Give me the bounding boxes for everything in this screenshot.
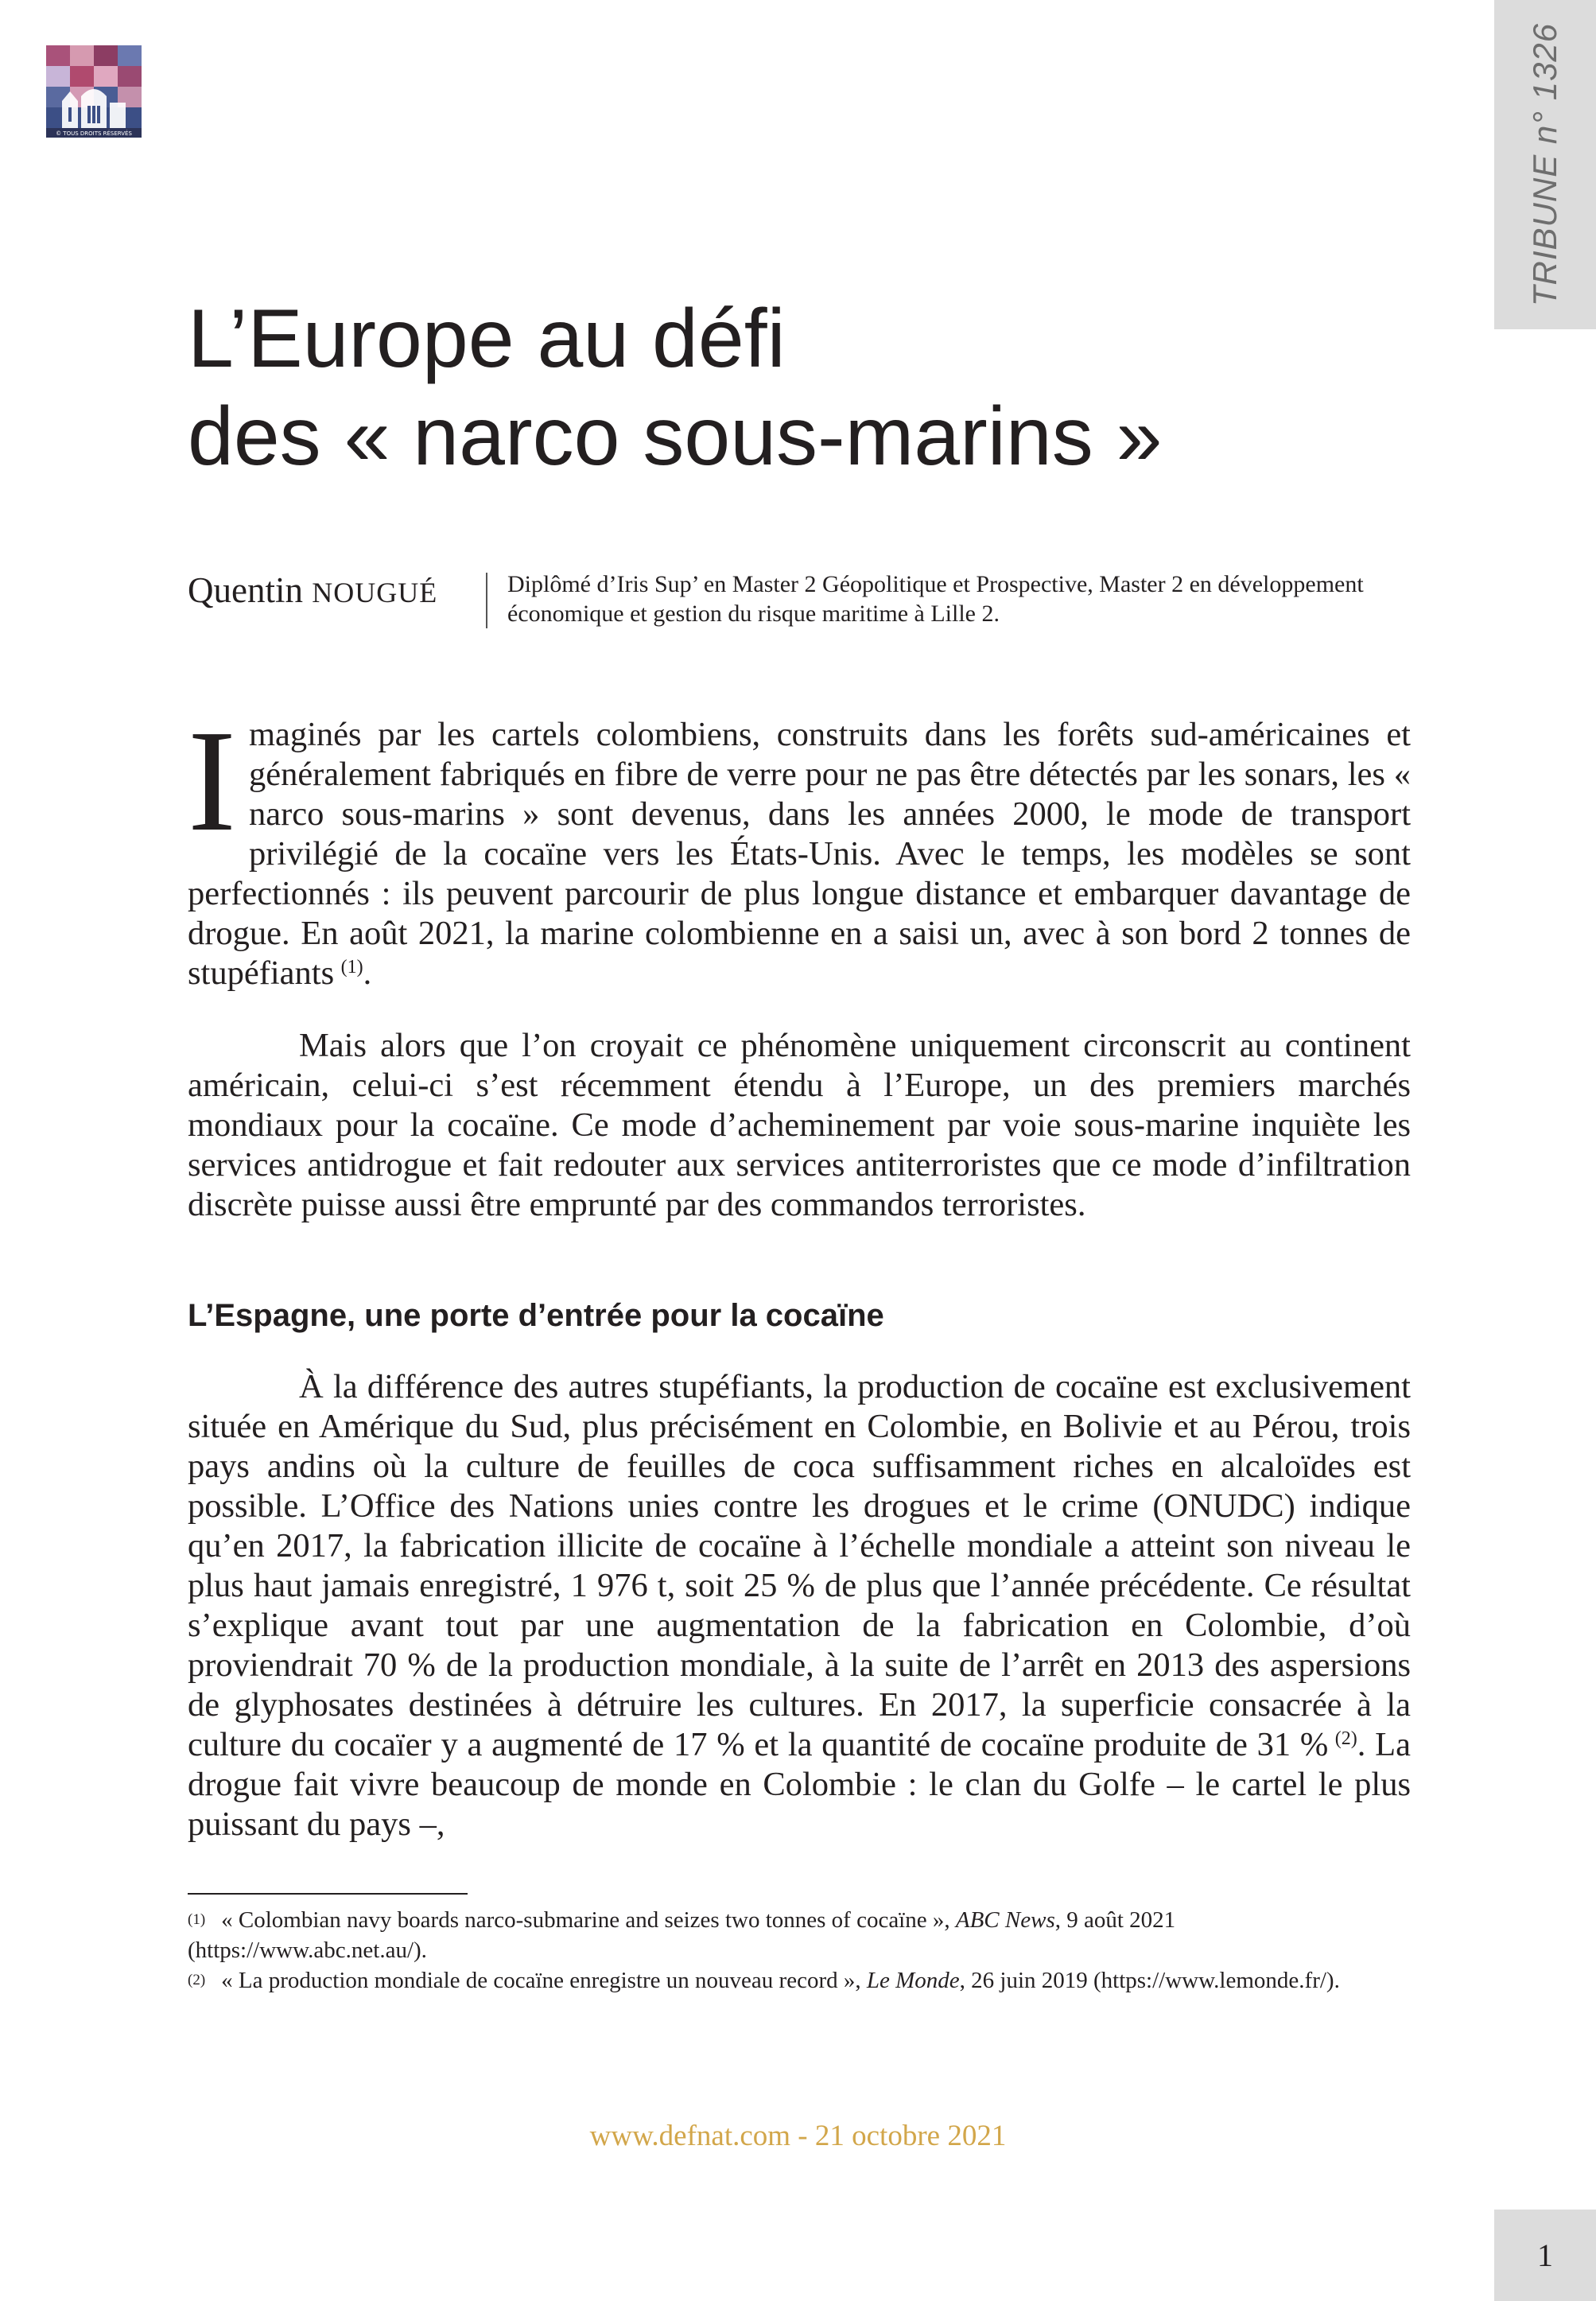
footer-link[interactable]: www.defnat.com - 21 octobre 2021: [589, 2120, 1007, 2152]
footnote-1-tail: , 9 août 2021 (https://www.abc.net.au/).: [188, 1907, 1176, 1963]
author-last-name-text: NOUGUÉ: [312, 577, 438, 608]
page-title: [188, 290, 1162, 485]
tribune-label: TRIBUNE n° 1326: [1526, 22, 1563, 307]
footnote-ref-1[interactable]: (1): [340, 957, 363, 978]
paragraph-3: [188, 1367, 1411, 1844]
footnote-2: [188, 1965, 1412, 1996]
footnote-1-source: ABC News: [955, 1907, 1055, 1933]
footnote-2-tail: , 26 juin 2019 (https://www.lemonde.fr/).: [959, 1968, 1340, 1993]
drop-cap: I: [188, 700, 236, 861]
paragraph-2: Mais alors que l’on croyait ce phénomène uniquement circonscrit au continent américain, celui-ci s’est récemment étendu à l’Europe, un des premiers marchés mondiaux pour la cocaïne. Ce mode d’acheminement par voie sous-marine inquiète les services antidrogue et fait redouter aux services antiterroristes que ce mode d’infiltration discrète puisse aussi être emprunté par des commandos terroristes.: [188, 1027, 1411, 1223]
author-divider: [486, 573, 487, 628]
author-last-name: [312, 577, 437, 608]
page-number: 1: [1537, 2237, 1553, 2273]
paragraph-intro-text: maginés par les cartels colombiens, construits dans les forêts sud-américaines et généralement fabriqués en fibre de verre pour ne pas être détectés par les sonars, les « narco sous-marins » sont devenus, dans les années 2000, le mode de transport privilégié de la cocaïne vers les États-Unis. Avec le temps, les modèles se sont perfectionnés : ils peuvent parcourir de plus longue distance et embarquer davantage de drogue. En août 2021, la marine colombienne en a saisi un, avec à son bord 2 tonnes de stupéfiants: [188, 716, 1411, 992]
publication-logo: [46, 45, 142, 138]
title-line-2: des « narco sous-marins »: [188, 390, 1163, 483]
footnote-divider: [188, 1893, 468, 1895]
author-bio: Diplômé d’Iris Sup’ en Master 2 Géopolitique et Prospective, Master 2 en développement économique et gestion du risque maritime à Lille 2.: [507, 571, 1364, 627]
cathedral-logo-icon: [46, 45, 142, 138]
footnote-1-text: « Colombian navy boards narco-submarine and seizes two tonnes of cocaïne »,: [221, 1907, 956, 1933]
paragraph-3-text: À la différence des autres stupéfiants, la production de cocaïne est exclusivement située en Amérique du Sud, plus précisément en Colombie, en Bolivie et au Pérou, trois pays andins où la culture de feuilles de coca suffisamment riches en alcaloïdes est possible. L’Office des Nations unies contre les drogues et le crime (ONUDC) indique qu’en 2017, la fabrication illicite de cocaïne à l’échelle mondiale a atteint son niveau le plus haut jamais enregistré, 1 976 t, soit 25 % de plus que l’année précédente. Ce résultat s’explique avant tout par une augmentation de la fabrication en Colombie, d’où proviendrait 70 % de la production mondiale, à la suite de l’arrêt en 2013 des aspersions de glyphosates destinées à détruire les cultures. En 2017, la superficie consacrée à la culture du cocaïer y a augmenté de 17 % et la quantité de cocaïne produite de 31 %: [188, 1368, 1411, 1763]
footnotes: [188, 1905, 1412, 1996]
tribune-tab: [1494, 0, 1596, 329]
logo-caption: © TOUS DROITS RÉSERVÉS: [56, 130, 132, 137]
author-first-name: Quentin: [188, 570, 303, 610]
footnote-ref-2[interactable]: (2): [1334, 1728, 1357, 1749]
footnote-2-text: « La production mondiale de cocaïne enregistre un nouveau record »,: [221, 1968, 867, 1993]
paragraph-3-end: . La drogue fait vivre beaucoup de monde en Colombie : le clan du Golfe – le cartel le plus puissant du pays –,: [188, 1726, 1411, 1843]
title-line-1: L’Europe au défi: [188, 293, 786, 385]
paragraph-intro: [188, 700, 1411, 993]
section-heading: L’Espagne, une porte d’entrée pour la cocaïne: [188, 1298, 884, 1333]
footnote-1: [188, 1905, 1412, 1965]
footnote-1-mark: (1): [188, 1911, 206, 1928]
paragraph-intro-end: .: [363, 954, 372, 992]
footnote-2-source: Le Monde: [866, 1968, 960, 1993]
page-number-tab: [1494, 2210, 1596, 2301]
footnote-2-mark: (2): [188, 1972, 206, 1988]
author-name: [188, 569, 437, 611]
